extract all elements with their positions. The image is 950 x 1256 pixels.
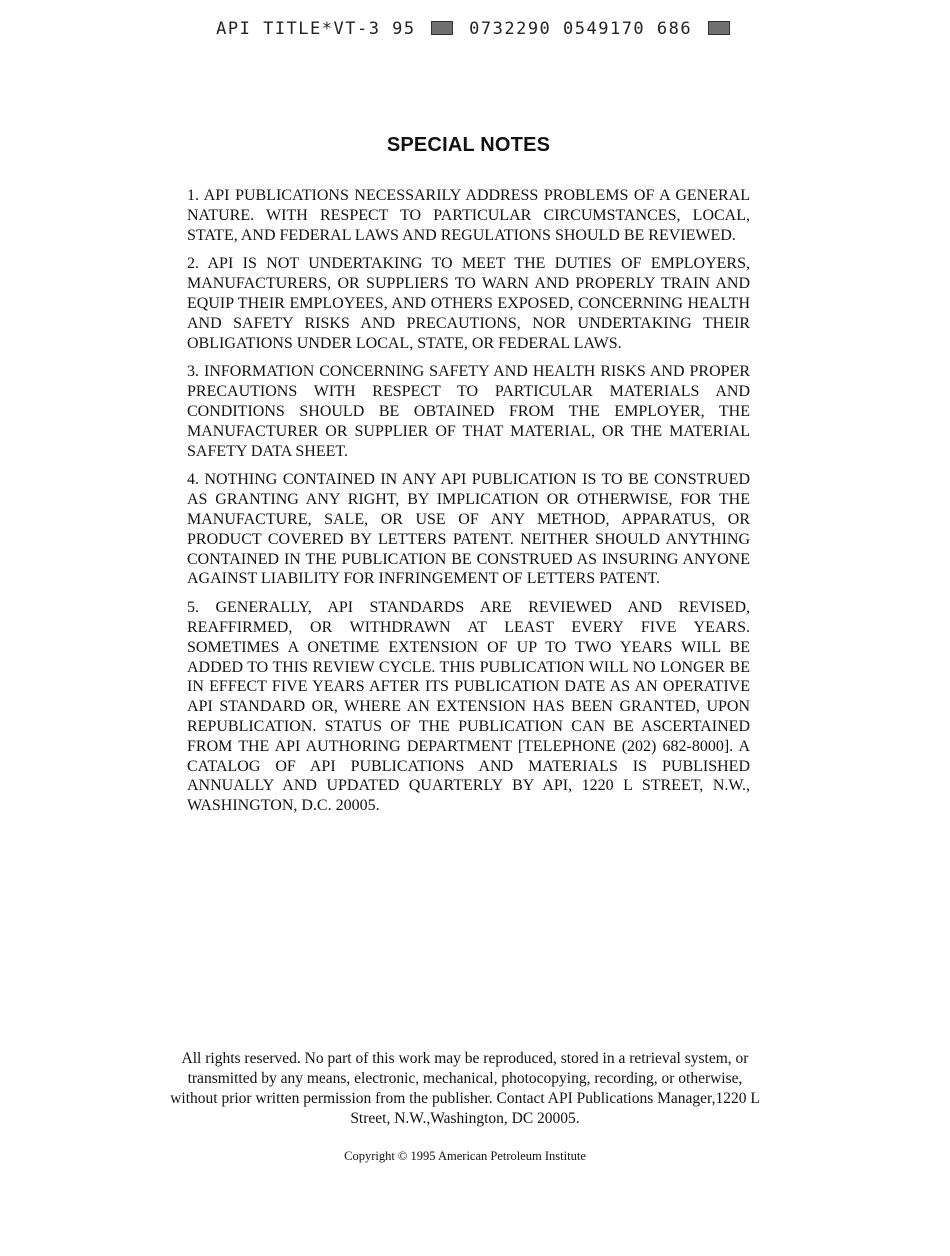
page-title: SPECIAL NOTES [386, 134, 551, 156]
redaction-block-icon [431, 21, 453, 35]
special-note-5: 5. GENERALLY, API STANDARDS ARE REVIEWED AND REVISED, REAFFIRMED, OR WITHDRAWN AT LEAST EVERY FIVE YEARS. SOMETIMES A ONETIME EXTENSION OF UP TO TWO YEARS WILL BE ADDED TO THIS REVIEW CYCLE. THIS PUBLICATION WILL NO LONGER BE IN EFFECT FIVE YEARS AFTER ITS PUBLICATION DATE AS AN OPERATIVE API STANDARD OR, WHERE AN EXTENSION HAS BEEN GRANTED, UPON REPUBLICATION. STATUS OF THE PUBLICATION CAN BE ASCERTAINED FROM THE API AUTHORING DEPARTMENT [TELEPHONE (202) 682-8000]. A CATALOG OF API PUBLICATIONS AND MATERIALS IS PUBLISHED ANNUALLY AND UPDATED QUARTERLY BY API, 1220 L STREET, N.W., WASHINGTON, D.C. 20005. [187, 599, 750, 815]
document-code-text: API TITLE*VT-3 95 [216, 19, 416, 39]
special-note-1: 1. API PUBLICATIONS NECESSARILY ADDRESS PROBLEMS OF A GENERAL NATURE. WITH RESPECT TO PARTICULAR CIRCUMSTANCES, LOCAL, STATE, AND FEDERAL LAWS AND REGULATIONS SHOULD BE REVIEWED. [187, 187, 750, 244]
special-note-2: 2. API IS NOT UNDERTAKING TO MEET THE DUTIES OF EMPLOYERS, MANUFACTURERS, OR SUPPLIERS TO WARN AND PROPERLY TRAIN AND EQUIP THEIR EMPLOYEES, AND OTHERS EXPOSED, CONCERNING HEALTH AND SAFETY RISKS AND PRECAUTIONS, NOR UNDERTAKING THEIR OBLIGATIONS UNDER LOCAL, STATE, OR FEDERAL LAWS. [187, 255, 750, 352]
special-notes-list [187, 186, 750, 825]
copyright-notice: Copyright © 1995 American Petroleum Institute [344, 1149, 586, 1163]
rights-statement: All rights reserved. No part of this work may be reproduced, stored in a retrieval system, or transmitted by any means, electronic, mechanical, photocopying, recording, or otherwise, without prior written permission from the publisher. Contact API Publications Manager,1220 L Street, N.W.,Washington, DC 20005. [170, 1050, 760, 1127]
special-note-3: 3. INFORMATION CONCERNING SAFETY AND HEALTH RISKS AND PROPER PRECAUTIONS WITH RESPECT TO PARTICULAR MATERIALS AND CONDITIONS SHOULD BE OBTAINED FROM THE EMPLOYER, THE MANUFACTURER OR SUPPLIER OF THAT MATERIAL, OR THE MATERIAL SAFETY DATA SHEET. [187, 363, 750, 460]
document-code-numbers: 0732290 0549170 686 [469, 19, 693, 39]
redaction-block-icon [708, 21, 730, 35]
document-code-header [0, 19, 950, 39]
special-note-4: 4. NOTHING CONTAINED IN ANY API PUBLICATION IS TO BE CONSTRUED AS GRANTING ANY RIGHT, BY IMPLICATION OR OTHERWISE, FOR THE MANUFACTURE, SALE, OR USE OF ANY METHOD, APPARATUS, OR PRODUCT COVERED BY LETTERS PATENT. NEITHER SHOULD ANYTHING CONTAINED IN THE PUBLICATION BE CONSTRUED AS INSURING ANYONE AGAINST LIABILITY FOR INFRINGEMENT OF LETTERS PATENT. [187, 471, 750, 588]
